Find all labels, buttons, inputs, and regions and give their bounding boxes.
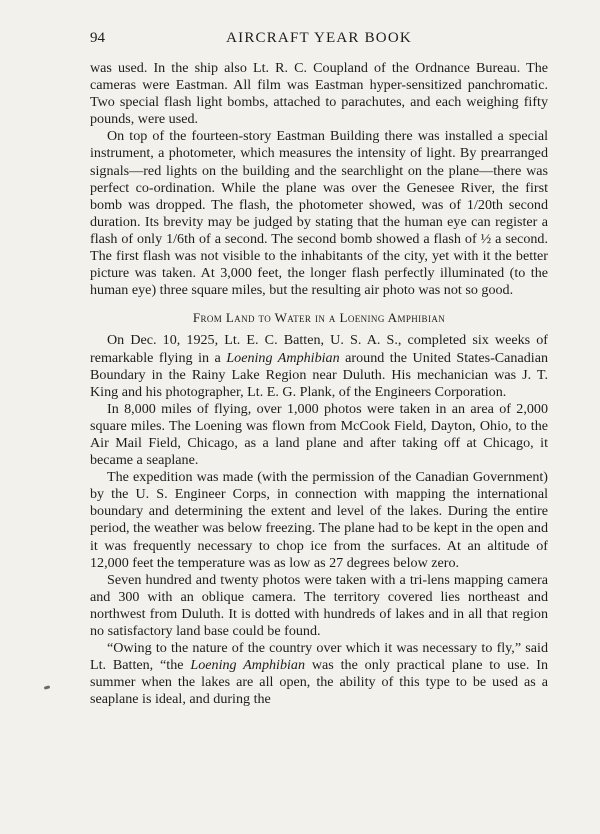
paragraph-text: was the only practical plane to use. In summer when the lakes are all open, the ability of this type to be used as a seaplane is ideal, and during the — [90, 657, 548, 708]
paragraph-text: On Dec. 10, 1925, Lt. E. C. Batten, U. S. A. S., completed six weeks of remarkable flying in a — [90, 332, 548, 366]
paragraph: The expedition was made (with the permission of the Canadian Government) by the U. S. Engineer Corps, in connection with mapping the international boundary and determining the extent and level of the lakes. During the entire period, the weather was below freezing. The plane had to be kept in the open and it was frequently necessary to chop ice from the surfaces. At an altitude of 12,000 feet the temperature was as low as 27 degrees below zero. — [90, 469, 548, 571]
paragraph-text: around the United States-Canadian Boundary in the Rainy Lake Region near Duluth. His mechanician was J. T. King and his photographer, Lt. E. G. Plank, of the Engineers Corporation. — [90, 349, 548, 400]
paragraph: In 8,000 miles of flying, over 1,000 photos were taken in an area of 2,000 square miles. The Loening was flown from McCook Field, Dayton, Ohio, to the Air Mail Field, Chicago, as a land plane and after taking off at Chicago, it became a seaplane. — [90, 400, 548, 469]
page-number: 94 — [90, 30, 105, 46]
paragraph — [90, 332, 548, 400]
page-body — [90, 60, 548, 708]
paragraph: was used. In the ship also Lt. R. C. Coupland of the Ordnance Bureau. The cameras were Eastman. All film was Eastman hyper-sensitized panchromatic. Two special flash light bombs, attached to parachutes, and each weighing fifty pounds, were used. — [90, 60, 548, 128]
paragraph-text: “Owing to the nature of the country over which it was necessary to fly,” said Lt. Batten, “the — [90, 640, 548, 674]
running-head: AIRCRAFT YEAR BOOK — [226, 30, 412, 46]
paragraph — [90, 640, 548, 708]
aircraft-name: Loening Amphibian — [190, 657, 306, 674]
aircraft-name: Loening Amphibian — [226, 349, 340, 366]
paragraph: Seven hundred and twenty photos were taken with a tri-lens mapping camera and 300 with an oblique camera. The territory covered lies northeast and northwest from Duluth. It is dotted with hundreds of lakes and in all that region no satisfactory land base could be found. — [90, 571, 548, 639]
section-heading: From Land to Water in a Loening Amphibian — [192, 310, 446, 326]
page-header — [90, 30, 548, 50]
paragraph: On top of the fourteen-story Eastman Building there was installed a special instrument, a photometer, which measures the intensity of light. By prearranged signals—red lights on the building and the searchlight on the plane—there was perfect co-ordination. While the plane was over the Genesee River, the first bomb was dropped. The flash, the photometer showed, was of 1/20th second duration. Its brevity may be judged by stating that the human eye can register a flash of only 1/6th of a second. The second bomb showed a flash of ½ a second. The first flash was not visible to the inhabitants of the city, yet with it the better picture was taken. At 3,000 feet, the longer flash perfectly illuminated (to the human eye) three square miles, but the resulting air photo was not so good. — [90, 128, 548, 299]
ink-speck — [44, 685, 51, 689]
